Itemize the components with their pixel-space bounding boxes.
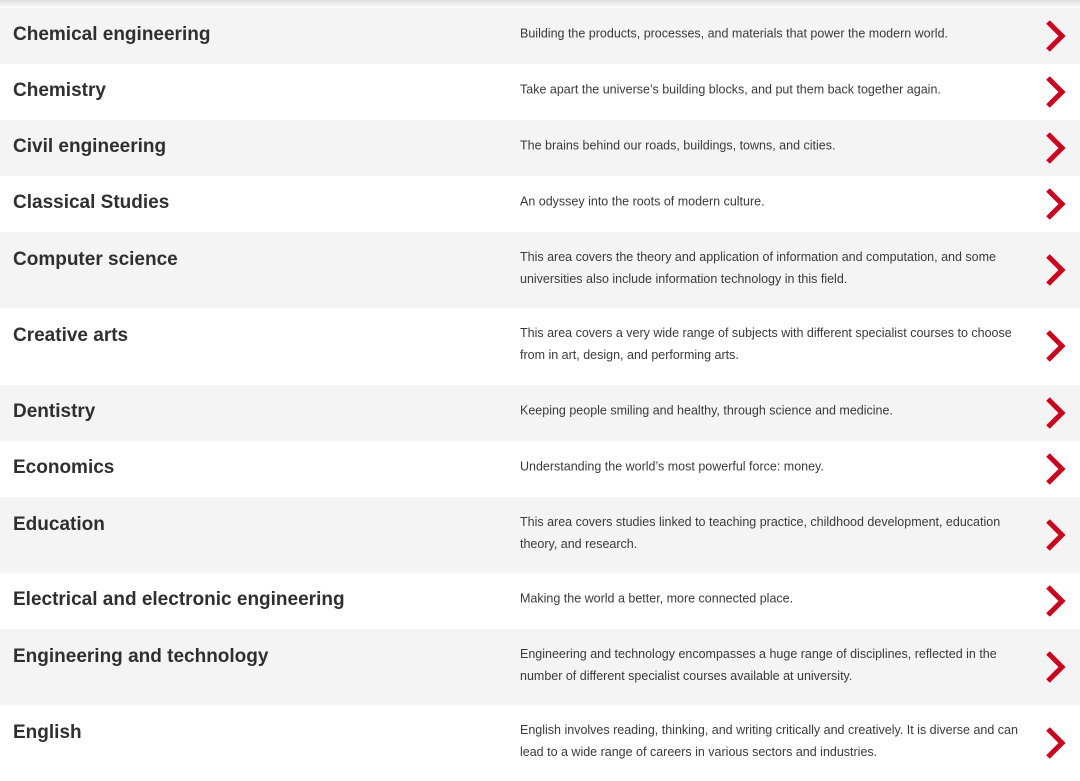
subject-description: The brains behind our roads, buildings, towns, and cities.: [520, 138, 836, 153]
chevron-right-icon[interactable]: [1043, 253, 1067, 287]
subject-title[interactable]: Computer science: [13, 249, 178, 270]
subject-row[interactable]: [0, 308, 1080, 385]
subject-description: Keeping people smiling and healthy, through science and medicine.: [520, 403, 893, 418]
subject-row[interactable]: [0, 64, 1080, 120]
subject-title[interactable]: Economics: [13, 457, 115, 478]
subject-row[interactable]: [0, 629, 1080, 705]
subject-description: Understanding the world’s most powerful force: money.: [520, 459, 824, 474]
subject-list: [0, 8, 1080, 781]
chevron-right-icon[interactable]: [1043, 131, 1067, 165]
subject-title[interactable]: Engineering and technology: [13, 646, 269, 667]
subject-row[interactable]: [0, 232, 1080, 308]
chevron-right-icon[interactable]: [1043, 518, 1067, 552]
subject-description: English involves reading, thinking, and writing critically and creatively. It is diverse and can lead to a wide range of careers in various sectors and industries.: [520, 723, 1018, 759]
chevron-right-icon[interactable]: [1043, 396, 1067, 430]
subject-row[interactable]: [0, 705, 1080, 781]
subject-title[interactable]: Chemistry: [13, 80, 106, 101]
chevron-right-icon[interactable]: [1043, 329, 1067, 363]
subject-title[interactable]: Classical Studies: [13, 192, 170, 213]
chevron-right-icon[interactable]: [1043, 19, 1067, 53]
subject-description: An odyssey into the roots of modern culture.: [520, 194, 765, 209]
subject-description: Making the world a better, more connected place.: [520, 591, 794, 606]
subject-row[interactable]: [0, 573, 1080, 629]
subject-row[interactable]: [0, 8, 1080, 64]
subject-row[interactable]: [0, 176, 1080, 232]
chevron-right-icon[interactable]: [1043, 452, 1067, 486]
subject-title[interactable]: Education: [13, 514, 105, 535]
subject-row[interactable]: [0, 120, 1080, 176]
subject-row[interactable]: [0, 385, 1080, 441]
subject-row[interactable]: [0, 441, 1080, 497]
chevron-right-icon[interactable]: [1043, 726, 1067, 760]
subject-description: This area covers the theory and application of information and computation, and some universities also include information technology in this field.: [520, 250, 996, 286]
subject-title[interactable]: Electrical and electronic engineering: [13, 589, 345, 610]
chevron-right-icon[interactable]: [1043, 187, 1067, 221]
chevron-right-icon[interactable]: [1043, 650, 1067, 684]
subject-description: Take apart the universe’s building blocks, and put them back together again.: [520, 82, 941, 97]
top-shadow: [0, 0, 1080, 8]
subject-title[interactable]: Civil engineering: [13, 136, 167, 157]
subject-title[interactable]: Dentistry: [13, 401, 96, 422]
subject-row[interactable]: [0, 497, 1080, 573]
subject-description: Engineering and technology encompasses a huge range of disciplines, reflected in the number of different specialist courses available at university.: [520, 647, 997, 683]
subject-description: This area covers studies linked to teaching practice, childhood development, education theory, and research.: [520, 515, 1001, 551]
subject-title[interactable]: Chemical engineering: [13, 24, 211, 45]
chevron-right-icon[interactable]: [1043, 584, 1067, 618]
subject-description: This area covers a very wide range of subjects with different specialist courses to choose from in art, design, and performing arts.: [520, 326, 1012, 362]
subject-description: Building the products, processes, and materials that power the modern world.: [520, 26, 949, 41]
subject-title[interactable]: English: [13, 722, 82, 743]
chevron-right-icon[interactable]: [1043, 75, 1067, 109]
subject-title[interactable]: Creative arts: [13, 325, 129, 346]
